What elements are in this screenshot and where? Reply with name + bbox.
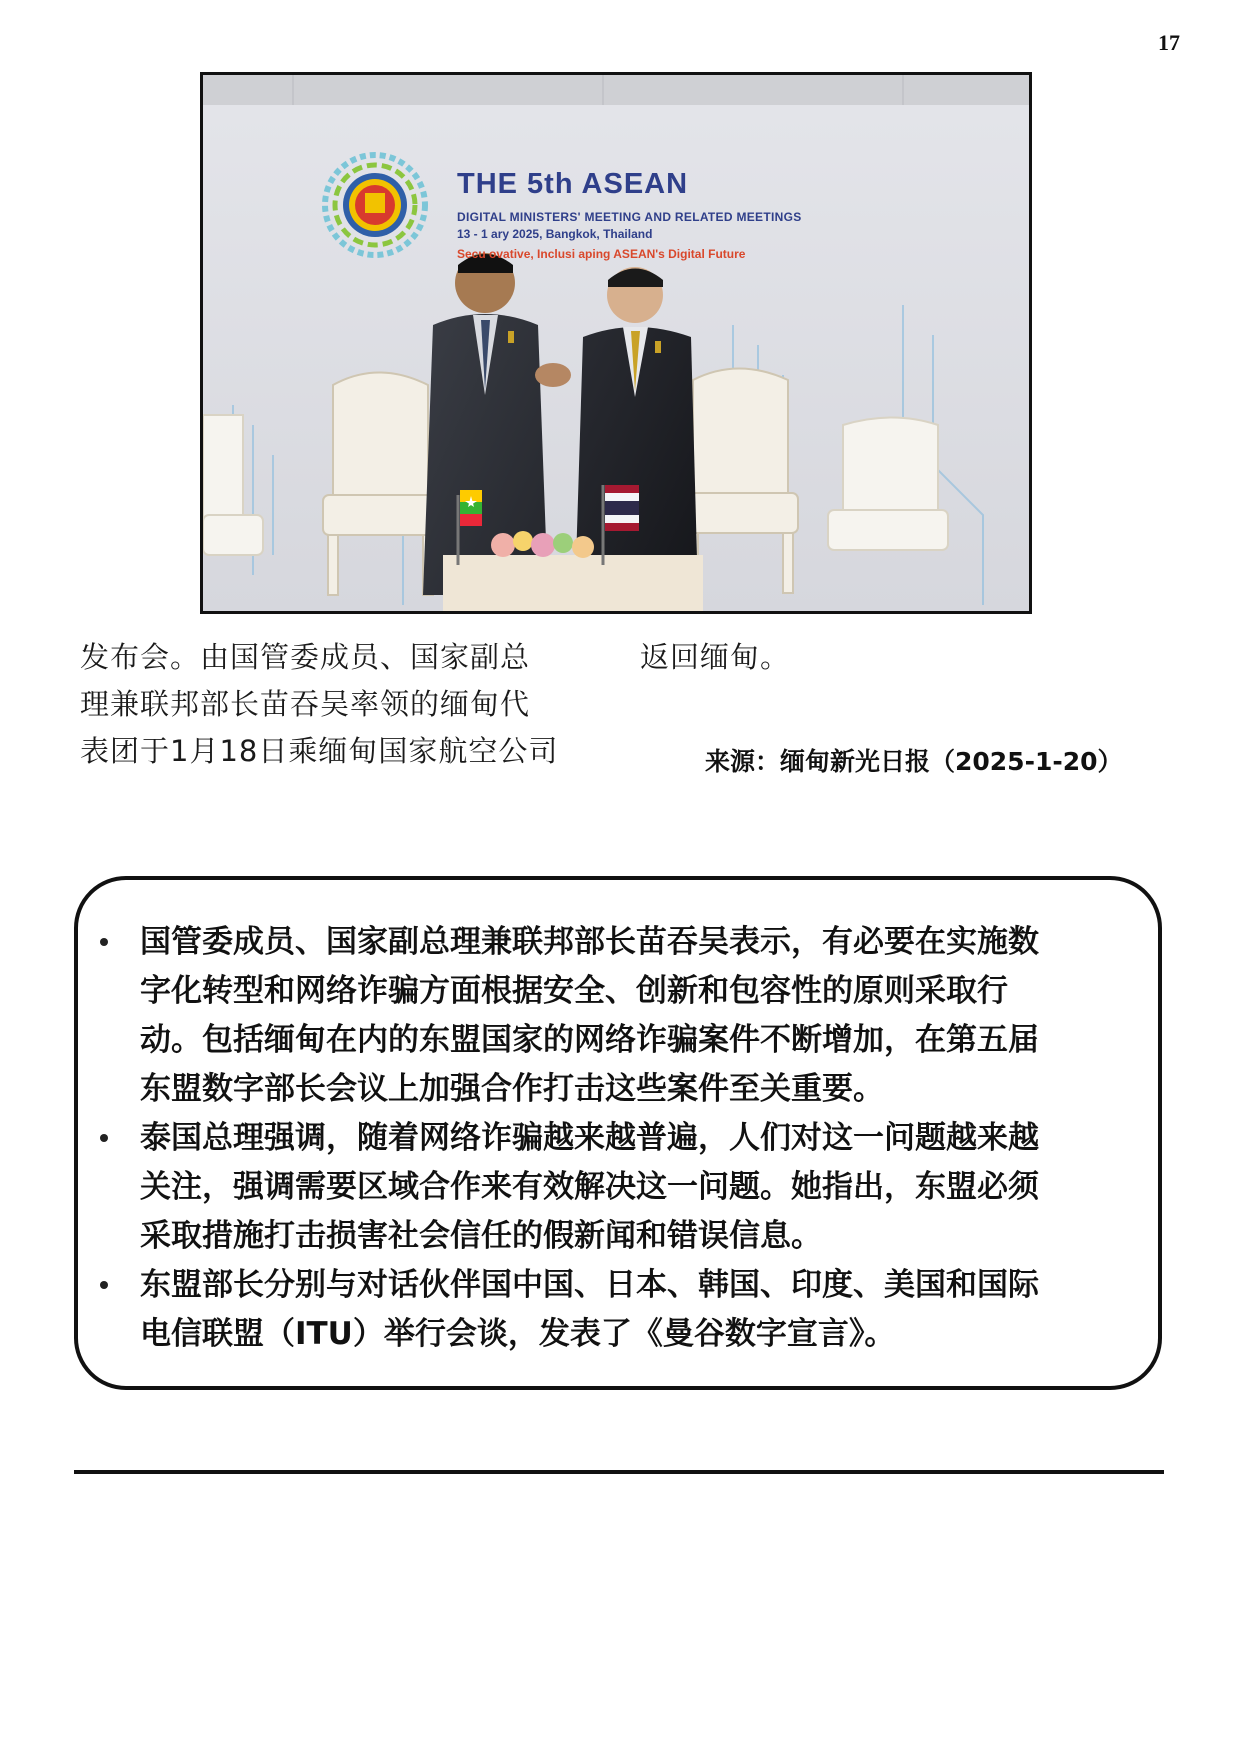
- handshake: [535, 363, 571, 387]
- bullet-line: 字化转型和网络诈骗方面根据安全、创新和包容性的原则采取行: [140, 973, 1008, 1009]
- source-citation: 来源：缅甸新光日报（2025-1-20）: [705, 747, 1123, 776]
- article-line: 发布会。由国管委成员、国家副总: [80, 640, 531, 674]
- article-right-line: 返回缅甸。: [640, 640, 791, 674]
- bullet-dot-icon: [100, 1134, 108, 1142]
- bullet-line: 国管委成员、国家副总理兼联邦部长苗吞吴表示，有必要在实施数: [140, 924, 1039, 960]
- bullet-line: 东盟部长分别与对话伙伴国中国、日本、韩国、印度、美国和国际: [140, 1267, 1039, 1303]
- bullet-line: 采取措施打击损害社会信任的假新闻和错误信息。: [140, 1218, 822, 1254]
- bullet-line: 动。包括缅甸在内的东盟国家的网络诈骗案件不断增加，在第五届: [140, 1022, 1039, 1058]
- photo-illustration: [203, 75, 1029, 611]
- bullet-line: 电信联盟（ITU）举行会谈，发表了《曼谷数字宣言》。: [140, 1316, 896, 1352]
- bullet-item: [100, 918, 1140, 1114]
- chair-far-right: [828, 418, 948, 551]
- page-number: 17: [1158, 30, 1180, 55]
- bullet-item: [100, 1261, 1140, 1359]
- bullet-dot-icon: [100, 938, 108, 946]
- article-line: 表团于1月18日乘缅甸国家航空公司: [80, 734, 559, 768]
- banner-line-3: Secu ovative, Inclusi aping ASEAN's Digital Future: [457, 247, 746, 261]
- horizontal-rule: [74, 1470, 1164, 1474]
- banner-title: THE 5th ASEAN: [457, 168, 689, 200]
- article-line: 理兼联邦部长苗吞吴率领的缅甸代: [80, 687, 531, 721]
- bullet-dot-icon: [100, 1281, 108, 1289]
- bullet-item: [100, 1114, 1140, 1261]
- summary-bullet-list: [100, 918, 1140, 1359]
- banner-line-1: DIGITAL MINISTERS' MEETING AND RELATED MEETINGS: [457, 210, 802, 224]
- meeting-photo: [200, 72, 1032, 614]
- banner-line-2: 13 - 1 ary 2025, Bangkok, Thailand: [457, 227, 653, 241]
- bullet-line: 泰国总理强调，随着网络诈骗越来越普遍，人们对这一问题越来越: [140, 1120, 1039, 1156]
- article-left-column: [80, 634, 610, 775]
- bullet-line: 关注，强调需要区域合作来有效解决这一问题。她指出，东盟必须: [140, 1169, 1039, 1205]
- bullet-line: 东盟数字部长会议上加强合作打击这些案件至关重要。: [140, 1071, 884, 1107]
